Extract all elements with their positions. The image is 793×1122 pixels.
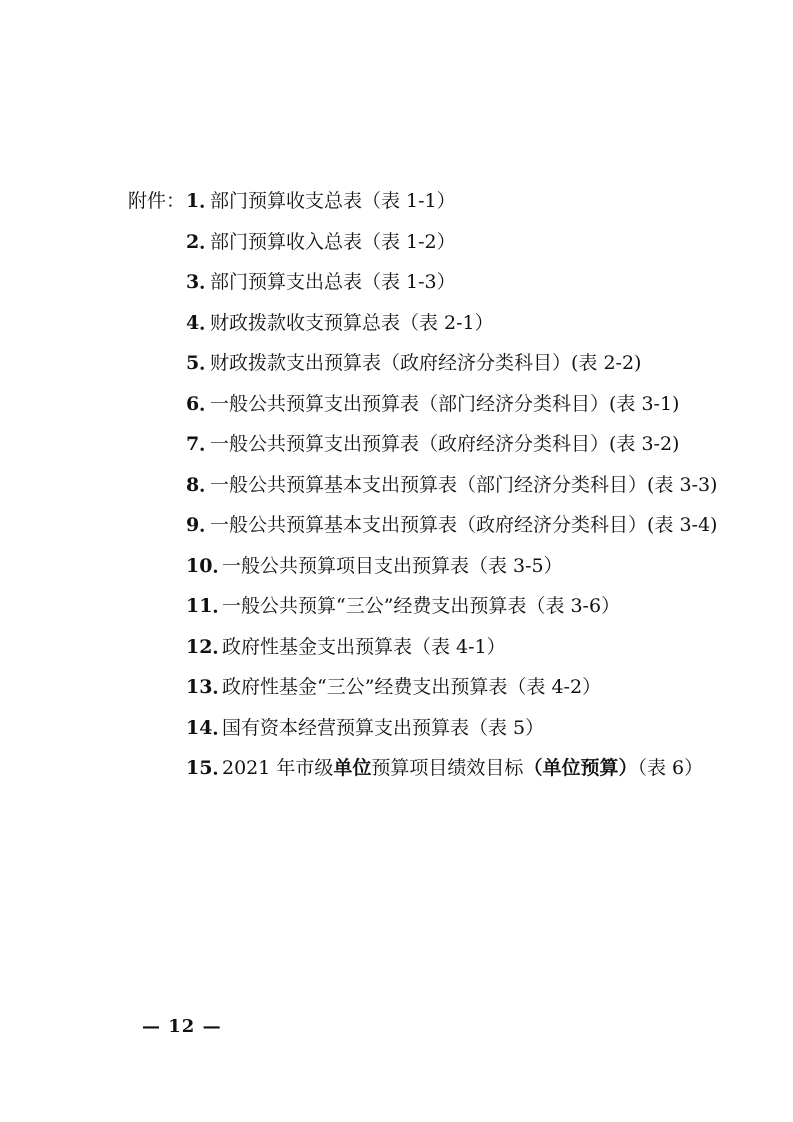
item-number: 14．: [186, 716, 232, 739]
attachment-item-2: [128, 227, 768, 268]
item-number: 7．: [186, 433, 219, 455]
item-number: 8．: [186, 473, 219, 496]
item-title-emphasis: （单位预算）: [523, 757, 638, 779]
attachment-item-3: [128, 267, 768, 308]
attachment-item-7: [128, 429, 768, 470]
item-title: 财政拨款支出预算表（政府经济分类科目）(表 2-2): [210, 352, 642, 374]
attachment-item-9: [128, 510, 768, 551]
item-title-part: 2021 年市级: [222, 757, 334, 779]
item-title-composite: [222, 753, 703, 783]
attachment-item-10: [128, 551, 768, 592]
item-number: 2．: [186, 230, 219, 253]
item-number: 9．: [186, 514, 219, 536]
item-title: 一般公共预算支出预算表（部门经济分类科目）(表 3-1): [210, 392, 680, 415]
item-title-part: （表 6）: [637, 757, 704, 779]
item-number: 11．: [186, 595, 232, 617]
item-title: 一般公共预算“三公”经费支出预算表（表 3-6）: [222, 595, 621, 617]
attachments-lead-label: 附件：: [128, 190, 186, 212]
item-title: 部门预算收支总表（表 1-1）: [210, 190, 456, 212]
item-title: 国有资本经营预算支出预算表（表 5）: [222, 716, 545, 739]
attachment-item-8: [128, 470, 768, 511]
item-title: 一般公共预算支出预算表（政府经济分类科目）(表 3-2): [210, 433, 680, 455]
item-number: 15．: [186, 757, 232, 779]
item-title: 财政拨款收支预算总表（表 2-1）: [210, 311, 494, 334]
attachment-item-13: [128, 672, 768, 713]
item-number: 5．: [186, 352, 219, 374]
item-title-part: 预算项目绩效目标: [371, 757, 524, 779]
item-title: 一般公共预算基本支出预算表（部门经济分类科目）(表 3-3): [210, 473, 718, 496]
item-title: 一般公共预算项目支出预算表（表 3-5）: [222, 554, 563, 577]
item-number: 1．: [186, 190, 219, 212]
item-number: 10．: [186, 554, 232, 577]
item-number: 3．: [186, 271, 219, 293]
item-title: 一般公共预算基本支出预算表（政府经济分类科目）(表 3-4): [210, 514, 718, 536]
attachment-item-11: [128, 591, 768, 632]
item-title: 政府性基金支出预算表（表 4-1）: [222, 635, 506, 658]
item-number: 6．: [186, 392, 219, 415]
attachment-item-12: [128, 632, 768, 673]
item-number: 12．: [186, 635, 232, 658]
attachment-item-14: [128, 713, 768, 754]
attachment-list: [128, 186, 768, 794]
item-title: 政府性基金“三公”经费支出预算表（表 4-2）: [222, 676, 602, 698]
item-title: 部门预算支出总表（表 1-3）: [210, 271, 456, 293]
attachment-item-15: [128, 753, 768, 794]
page-number: — 12 —: [142, 1016, 222, 1037]
item-title-emphasis: 单位: [333, 757, 372, 779]
attachment-item-5: [128, 348, 768, 389]
item-number: 4．: [186, 311, 219, 334]
item-number: 13．: [186, 676, 232, 698]
attachment-item-4: [128, 308, 768, 349]
attachment-item-6: [128, 389, 768, 430]
attachment-item-1: [128, 186, 768, 227]
item-title: 部门预算收入总表（表 1-2）: [210, 230, 456, 253]
